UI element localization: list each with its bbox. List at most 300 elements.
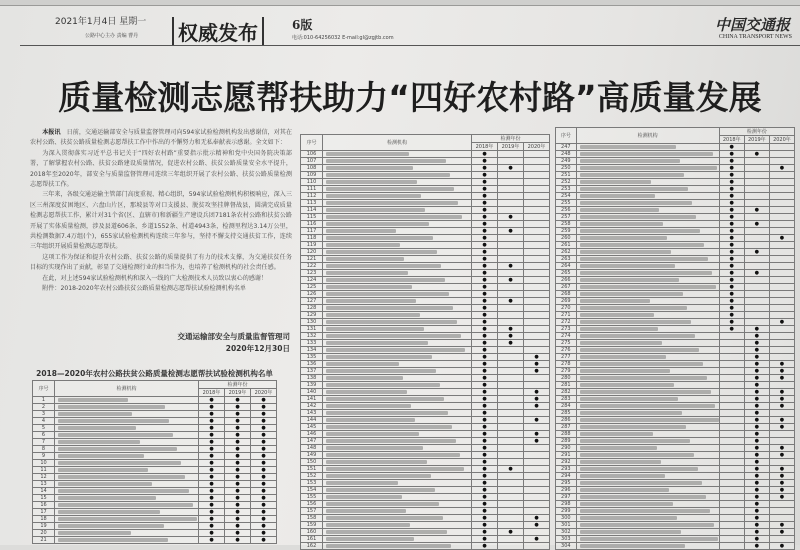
row-number: 287 <box>556 424 577 431</box>
year-mark: ● <box>744 347 769 354</box>
table-row <box>301 522 550 529</box>
org-name <box>55 453 199 460</box>
table-row <box>556 179 795 186</box>
row-number: 148 <box>301 445 323 452</box>
year-mark: ● <box>498 228 524 235</box>
table-row <box>33 425 277 432</box>
org-name-illegible <box>326 243 400 247</box>
org-name-illegible <box>580 355 666 359</box>
org-name <box>576 284 719 291</box>
year-mark: ● <box>719 235 744 242</box>
year-mark <box>719 424 744 431</box>
row-number: 21 <box>33 537 55 544</box>
table-row <box>301 354 550 361</box>
row-number: 3 <box>33 411 55 418</box>
year-mark: ● <box>769 452 794 459</box>
org-name <box>323 487 472 494</box>
row-number: 6 <box>33 432 55 439</box>
year-mark: ● <box>251 432 277 439</box>
year-mark: ● <box>744 382 769 389</box>
year-mark <box>524 466 550 473</box>
table-row <box>33 516 277 523</box>
year-mark: ● <box>472 214 498 221</box>
year-mark: ● <box>744 354 769 361</box>
table-row <box>556 277 795 284</box>
table-row <box>33 523 277 530</box>
org-name <box>55 425 199 432</box>
row-number: 137 <box>301 368 323 375</box>
row-number: 128 <box>301 305 323 312</box>
table-row <box>301 305 550 312</box>
page-number: 6版 <box>292 18 313 32</box>
year-mark: ● <box>199 397 225 404</box>
row-number: 269 <box>556 298 577 305</box>
year-mark: ● <box>225 439 251 446</box>
year-mark: ● <box>251 474 277 481</box>
year-mark: ● <box>472 158 498 165</box>
table-row <box>301 508 550 515</box>
year-mark <box>769 242 794 249</box>
table-row <box>301 445 550 452</box>
row-number: 249 <box>556 158 577 165</box>
org-name-illegible <box>326 229 396 233</box>
table-row <box>556 452 795 459</box>
org-name <box>323 459 472 466</box>
org-name-illegible <box>580 159 680 163</box>
org-name-illegible <box>58 489 189 493</box>
year-mark <box>498 543 524 550</box>
org-name-illegible <box>580 460 661 464</box>
year-mark <box>769 340 794 347</box>
year-mark: ● <box>225 516 251 523</box>
org-name-illegible <box>58 503 193 507</box>
org-name-illegible <box>326 278 445 282</box>
org-name-illegible <box>326 306 453 310</box>
org-name-illegible <box>580 488 669 492</box>
year-mark <box>719 452 744 459</box>
table-row <box>301 319 550 326</box>
table-row <box>556 536 795 543</box>
header-y2018: 2018年 <box>472 143 498 151</box>
year-mark <box>524 333 550 340</box>
year-mark <box>744 214 769 221</box>
year-mark: ● <box>744 249 769 256</box>
year-mark <box>498 235 524 242</box>
year-mark: ● <box>199 411 225 418</box>
table-row <box>556 529 795 536</box>
table-row <box>556 165 795 172</box>
year-mark <box>769 200 794 207</box>
year-mark: ● <box>472 326 498 333</box>
year-mark <box>524 319 550 326</box>
org-name <box>323 466 472 473</box>
org-name-illegible <box>58 510 160 514</box>
row-number: 127 <box>301 298 323 305</box>
org-name-illegible <box>580 208 659 212</box>
row-number: 162 <box>301 543 323 550</box>
row-number: 253 <box>556 186 577 193</box>
org-name-illegible <box>326 432 419 436</box>
year-mark <box>744 172 769 179</box>
table-row <box>33 404 277 411</box>
year-mark: ● <box>472 277 498 284</box>
row-number: 20 <box>33 530 55 537</box>
year-mark <box>498 515 524 522</box>
org-name-illegible <box>580 516 677 520</box>
org-name <box>323 410 472 417</box>
row-number: 115 <box>301 214 323 221</box>
row-number: 153 <box>301 480 323 487</box>
header-row <box>556 128 795 136</box>
year-mark <box>719 459 744 466</box>
org-name-illegible <box>580 292 683 296</box>
year-mark: ● <box>472 438 498 445</box>
table-row <box>556 424 795 431</box>
table-row <box>301 193 550 200</box>
table-row <box>301 417 550 424</box>
year-mark: ● <box>719 200 744 207</box>
table-row <box>33 488 277 495</box>
year-mark: ● <box>744 536 769 543</box>
year-mark <box>498 186 524 193</box>
table-row <box>301 179 550 186</box>
row-number: 138 <box>301 375 323 382</box>
row-number: 5 <box>33 425 55 432</box>
row-number: 122 <box>301 263 323 270</box>
year-mark: ● <box>744 396 769 403</box>
row-number: 255 <box>556 200 577 207</box>
org-name-illegible <box>580 166 717 170</box>
row-number: 139 <box>301 382 323 389</box>
row-number: 252 <box>556 179 577 186</box>
year-mark: ● <box>251 530 277 537</box>
org-name <box>576 186 719 193</box>
year-mark <box>769 284 794 291</box>
row-number: 118 <box>301 235 323 242</box>
table-row <box>33 460 277 467</box>
org-name-illegible <box>58 398 128 402</box>
org-name-illegible <box>580 250 671 254</box>
org-name <box>576 263 719 270</box>
year-mark: ● <box>769 368 794 375</box>
year-mark <box>524 375 550 382</box>
year-mark <box>719 403 744 410</box>
row-number: 121 <box>301 256 323 263</box>
year-mark <box>524 382 550 389</box>
table-row <box>556 382 795 389</box>
row-number: 17 <box>33 509 55 516</box>
table-row <box>556 270 795 277</box>
row-number: 8 <box>33 446 55 453</box>
year-mark: ● <box>498 298 524 305</box>
org-name <box>323 200 472 207</box>
row-number: 258 <box>556 221 577 228</box>
year-mark: ● <box>225 397 251 404</box>
header-y2020: 2020年 <box>251 389 277 397</box>
table-row <box>301 270 550 277</box>
table-row <box>301 501 550 508</box>
year-mark <box>769 536 794 543</box>
org-name <box>576 515 719 522</box>
table-row <box>556 284 795 291</box>
year-mark: ● <box>225 460 251 467</box>
year-mark: ● <box>472 473 498 480</box>
row-number: 161 <box>301 536 323 543</box>
year-mark <box>524 158 550 165</box>
year-mark <box>524 186 550 193</box>
year-mark: ● <box>744 270 769 277</box>
org-name <box>576 487 719 494</box>
org-name <box>576 459 719 466</box>
header-no: 序号 <box>33 381 55 397</box>
masthead <box>55 14 800 46</box>
year-mark: ● <box>524 389 550 396</box>
year-mark <box>498 452 524 459</box>
year-mark: ● <box>744 445 769 452</box>
year-mark: ● <box>472 466 498 473</box>
org-name <box>576 417 719 424</box>
year-mark: ● <box>524 431 550 438</box>
year-mark <box>769 270 794 277</box>
org-name-illegible <box>326 264 441 268</box>
year-mark: ● <box>744 480 769 487</box>
year-mark <box>498 151 524 158</box>
year-mark: ● <box>472 431 498 438</box>
org-name <box>576 375 719 382</box>
org-name-illegible <box>326 208 425 212</box>
table-row <box>33 530 277 537</box>
org-name-illegible <box>326 481 398 485</box>
org-name-illegible <box>326 194 421 198</box>
org-name <box>323 228 472 235</box>
table-row <box>301 361 550 368</box>
year-mark: ● <box>744 494 769 501</box>
row-number: 125 <box>301 284 323 291</box>
row-number: 277 <box>556 354 577 361</box>
year-mark: ● <box>769 480 794 487</box>
year-mark: ● <box>472 529 498 536</box>
year-mark <box>744 158 769 165</box>
org-name-illegible <box>326 439 456 443</box>
year-mark: ● <box>769 403 794 410</box>
year-mark: ● <box>251 509 277 516</box>
year-mark: ● <box>472 459 498 466</box>
issue-date: 2021年1月4日 星期一 <box>55 17 147 27</box>
header-y2018: 2018年 <box>719 136 744 144</box>
year-mark: ● <box>744 417 769 424</box>
table-row <box>556 368 795 375</box>
year-mark: ● <box>719 151 744 158</box>
headline: 质量检测志愿帮扶助力“四好农村路”高质量发展 <box>58 78 762 117</box>
org-name-illegible <box>58 447 177 451</box>
org-name <box>576 144 719 151</box>
paragraph-text: 日前，交通运输部安全与质量监督管理司向594家试验检测机构发出感谢信，对其在农村公路、扶贫公路质量检测志愿帮扶工作中作出的不懈努力和无私奉献表示感谢。全文如下： <box>30 129 292 147</box>
year-mark <box>769 186 794 193</box>
org-name-illegible <box>326 320 457 324</box>
table-row <box>301 165 550 172</box>
org-name-illegible <box>326 544 451 548</box>
table-row <box>301 277 550 284</box>
row-number: 15 <box>33 495 55 502</box>
year-mark <box>498 424 524 431</box>
year-mark <box>498 375 524 382</box>
org-name <box>323 438 472 445</box>
year-mark: ● <box>524 515 550 522</box>
row-number: 112 <box>301 193 323 200</box>
year-mark: ● <box>225 523 251 530</box>
year-mark <box>719 487 744 494</box>
row-number: 145 <box>301 424 323 431</box>
table-row <box>33 418 277 425</box>
year-mark: ● <box>744 452 769 459</box>
table-row <box>33 432 277 439</box>
year-mark <box>769 459 794 466</box>
org-table-1 <box>32 380 277 544</box>
year-mark: ● <box>472 417 498 424</box>
year-mark: ● <box>472 193 498 200</box>
table-row <box>556 172 795 179</box>
year-mark: ● <box>472 312 498 319</box>
year-mark <box>524 284 550 291</box>
org-name-illegible <box>580 243 704 247</box>
year-mark <box>744 312 769 319</box>
year-mark <box>769 221 794 228</box>
org-name <box>576 277 719 284</box>
org-name <box>576 291 719 298</box>
org-name <box>323 431 472 438</box>
org-name-illegible <box>580 222 663 226</box>
year-mark <box>524 263 550 270</box>
year-mark: ● <box>744 207 769 214</box>
org-name-illegible <box>326 292 449 296</box>
row-number: 300 <box>556 515 577 522</box>
year-mark <box>769 207 794 214</box>
row-number: 109 <box>301 172 323 179</box>
org-name-illegible <box>580 299 650 303</box>
year-mark <box>769 291 794 298</box>
table-row <box>556 193 795 200</box>
row-number: 130 <box>301 319 323 326</box>
table-row <box>33 453 277 460</box>
table-row <box>556 158 795 165</box>
year-mark: ● <box>744 361 769 368</box>
year-mark <box>719 333 744 340</box>
year-mark: ● <box>251 446 277 453</box>
year-mark: ● <box>251 537 277 544</box>
org-name <box>576 242 719 249</box>
year-mark: ● <box>719 305 744 312</box>
year-mark: ● <box>251 439 277 446</box>
table-row <box>301 340 550 347</box>
org-name <box>55 502 199 509</box>
org-name <box>323 298 472 305</box>
year-mark: ● <box>744 151 769 158</box>
table-row <box>301 368 550 375</box>
row-number: 14 <box>33 488 55 495</box>
year-mark: ● <box>744 333 769 340</box>
year-mark <box>498 431 524 438</box>
year-mark: ● <box>472 375 498 382</box>
year-mark: ● <box>719 165 744 172</box>
year-mark: ● <box>719 179 744 186</box>
table-row <box>33 481 277 488</box>
year-mark <box>524 340 550 347</box>
table-row <box>301 172 550 179</box>
row-number: 108 <box>301 165 323 172</box>
year-mark: ● <box>472 347 498 354</box>
org-name-illegible <box>326 299 416 303</box>
year-mark: ● <box>744 431 769 438</box>
section-name: 权威发布 <box>172 17 264 46</box>
year-mark <box>769 354 794 361</box>
year-mark: ● <box>251 418 277 425</box>
year-mark <box>769 508 794 515</box>
year-mark <box>719 347 744 354</box>
org-name-illegible <box>58 524 164 528</box>
year-mark <box>719 473 744 480</box>
org-name-illegible <box>580 544 685 548</box>
org-name <box>576 438 719 445</box>
year-mark: ● <box>225 509 251 516</box>
row-number: 124 <box>301 277 323 284</box>
org-name <box>323 291 472 298</box>
year-mark <box>524 326 550 333</box>
year-mark <box>769 249 794 256</box>
year-mark <box>498 487 524 494</box>
row-number: 141 <box>301 396 323 403</box>
org-name-illegible <box>58 517 197 521</box>
org-name <box>323 158 472 165</box>
year-mark <box>498 473 524 480</box>
org-name-illegible <box>326 334 461 338</box>
table-row <box>556 207 795 214</box>
year-mark <box>719 375 744 382</box>
year-mark: ● <box>251 411 277 418</box>
year-mark <box>719 340 744 347</box>
year-mark: ● <box>769 396 794 403</box>
org-name <box>576 340 719 347</box>
org-name-illegible <box>326 341 428 345</box>
table-row <box>301 529 550 536</box>
table-row <box>556 522 795 529</box>
table-row <box>556 221 795 228</box>
table-row <box>301 242 550 249</box>
row-number: 18 <box>33 516 55 523</box>
table-row <box>556 375 795 382</box>
table-row <box>301 466 550 473</box>
year-mark: ● <box>769 466 794 473</box>
org-name-illegible <box>580 404 715 408</box>
org-name-illegible <box>58 454 144 458</box>
table-row <box>301 151 550 158</box>
table-row <box>301 263 550 270</box>
org-name-illegible <box>326 502 439 506</box>
table-row <box>556 445 795 452</box>
year-mark <box>769 144 794 151</box>
table-row <box>556 396 795 403</box>
table-row <box>301 158 550 165</box>
row-number: 134 <box>301 347 323 354</box>
org-name <box>323 172 472 179</box>
year-mark: ● <box>199 488 225 495</box>
year-mark: ● <box>251 467 277 474</box>
org-name <box>576 151 719 158</box>
org-name <box>323 473 472 480</box>
header-y2019: 2019年 <box>225 389 251 397</box>
year-mark: ● <box>472 445 498 452</box>
year-mark <box>498 410 524 417</box>
org-name-illegible <box>580 152 713 156</box>
